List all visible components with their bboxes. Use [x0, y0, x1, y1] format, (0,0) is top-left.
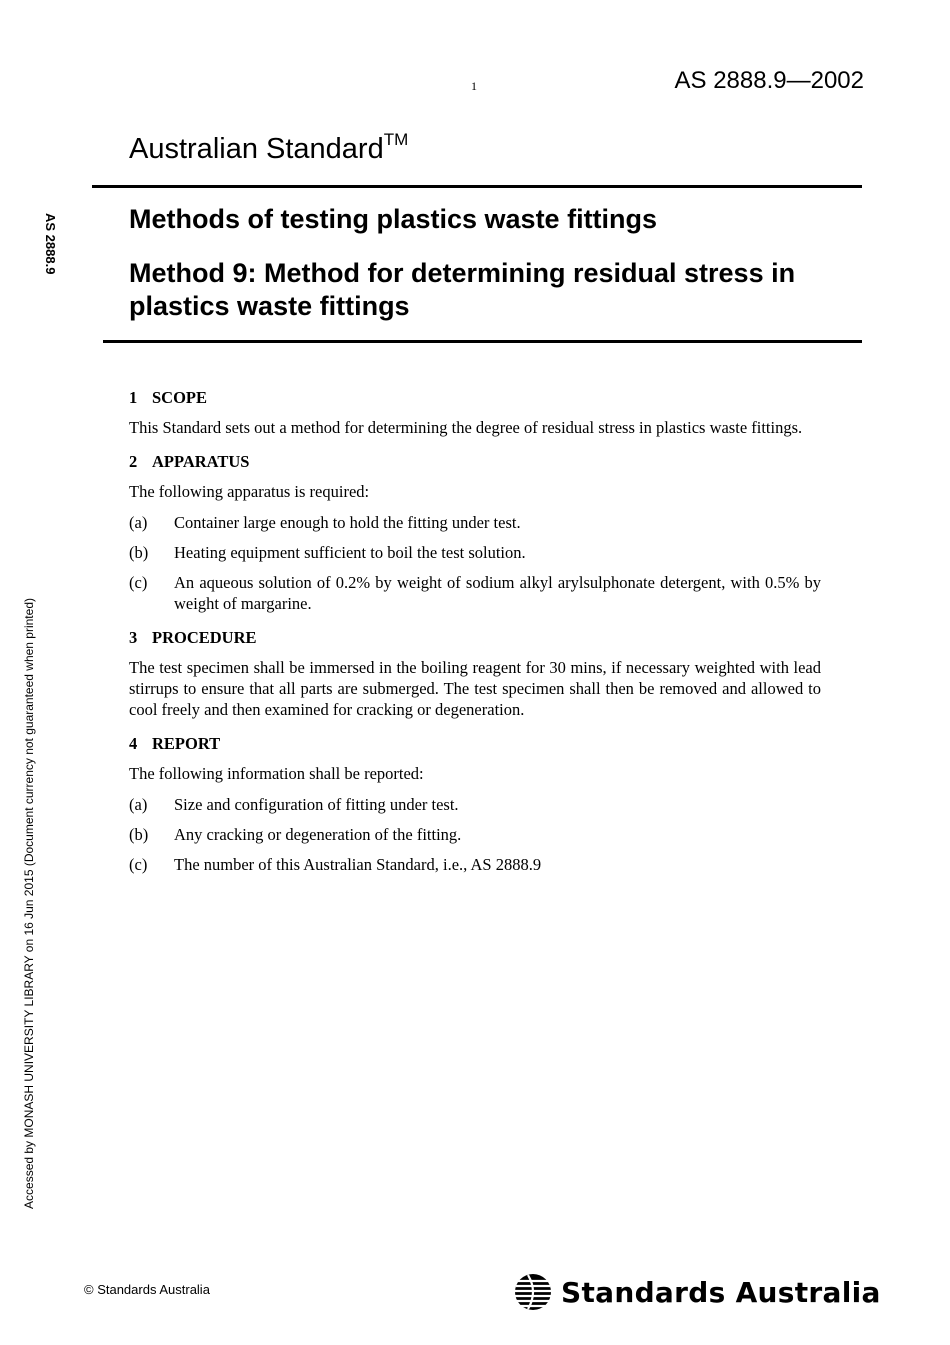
section-title: REPORT: [152, 734, 221, 753]
section-scope: [129, 387, 821, 438]
standard-code: AS 2888.9—2002: [674, 67, 864, 94]
method-title: Method 9: Method for determining residual stress in plastics waste fittings: [129, 258, 796, 321]
paragraph: This Standard sets out a method for determining the degree of residual stress in plastics waste fittings.: [129, 418, 803, 437]
list-text: Container large enough to hold the fitting under test.: [174, 513, 521, 532]
list-label: (a): [129, 795, 148, 814]
section-number: 2: [129, 452, 138, 471]
list-label: (c): [129, 573, 148, 592]
list-item: [129, 542, 821, 563]
spine-label: AS 2888.9: [43, 213, 58, 275]
list-text: Heating equipment sufficient to boil the test solution.: [174, 543, 526, 562]
section-report: [129, 733, 821, 875]
section-heading: [129, 627, 821, 648]
document-title: Methods of testing plastics waste fittings: [129, 204, 658, 234]
standards-australia-logo: [514, 1272, 881, 1312]
list-item: [129, 512, 821, 533]
section-title: SCOPE: [152, 388, 208, 407]
series-name: [129, 130, 409, 166]
bottom-rule: [103, 340, 862, 343]
section-title: PROCEDURE: [152, 628, 257, 647]
section-number: 4: [129, 734, 138, 753]
list-item: [129, 824, 821, 845]
paragraph: The following information shall be reported:: [129, 764, 424, 783]
list-item: [129, 854, 821, 875]
copyright: © Standards Australia: [84, 1282, 210, 1297]
page-number: 1: [471, 79, 477, 93]
section-procedure: [129, 627, 821, 720]
list-label: (b): [129, 543, 149, 562]
section-apparatus: [129, 451, 821, 614]
top-rule: [92, 185, 862, 188]
section-heading: [129, 733, 821, 754]
series-name-text: Australian Standard: [129, 133, 384, 165]
list-text: Size and configuration of fitting under test.: [174, 795, 459, 814]
section-number: 3: [129, 628, 138, 647]
list-item: [129, 794, 821, 815]
logo-text: Standards Australia: [561, 1275, 881, 1309]
list-text: The number of this Australian Standard, i.e., AS 2888.9: [174, 855, 542, 874]
section-number: 1: [129, 388, 138, 407]
access-note: Accessed by MONASH UNIVERSITY LIBRARY on 16 Jun 2015 (Document currency not guaranteed when printed): [22, 598, 36, 1209]
paragraph: The following apparatus is required:: [129, 482, 370, 501]
paragraph: The test specimen shall be immersed in the boiling reagent for 30 mins, if necessary weighted with lead stirrups to ensure that all parts are submerged. The test specimen shall then be removed and allowed to cool freely and then examined for cracking or degeneration.: [129, 658, 821, 719]
list-label: (a): [129, 513, 148, 532]
section-title: APPARATUS: [152, 452, 250, 471]
section-heading: [129, 451, 821, 472]
list-text: Any cracking or degeneration of the fitting.: [174, 825, 462, 844]
standards-australia-globe-icon: [514, 1272, 552, 1312]
list-label: (c): [129, 855, 148, 874]
trademark: TM: [383, 130, 409, 149]
document-body: [129, 387, 821, 888]
list-item: [129, 572, 821, 614]
list-label: (b): [129, 825, 149, 844]
list-text: An aqueous solution of 0.2% by weight of sodium alkyl arylsulphonate detergent, with 0.5% by weight of margarine.: [174, 573, 821, 613]
section-heading: [129, 387, 821, 408]
